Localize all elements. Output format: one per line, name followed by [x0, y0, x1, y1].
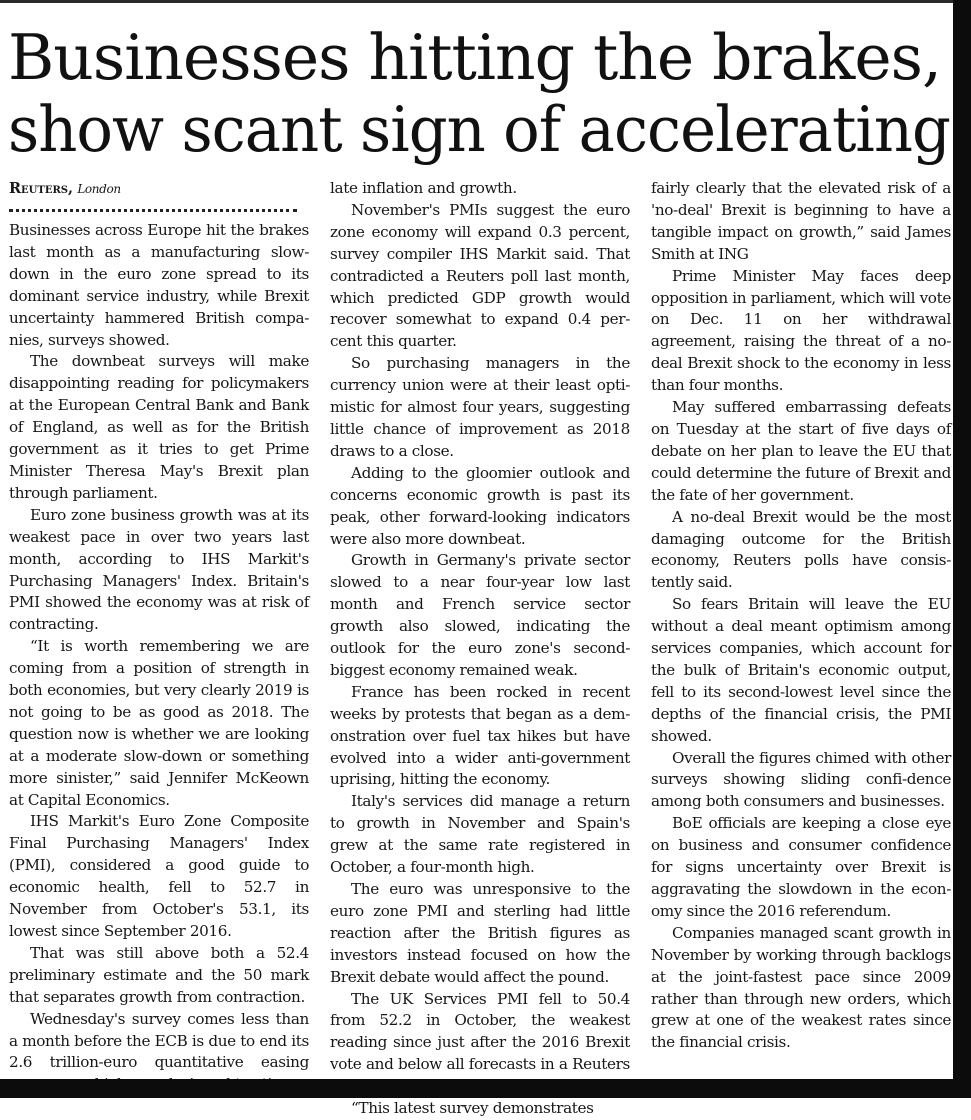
paragraph: Businesses across Europe hit the brakes last month as a manufacturing slow-down in the euro zone spread to its dominant service industry, while Brexit uncertainty hammered British compa-nies, surveys showed. [9, 221, 309, 349]
paragraph: May suffered embarrassing defeats on Tuesday at the start of five days of debate on her plan to leave the EU that could determine the future of Brexit and the fate of her government. [651, 398, 951, 504]
byline [9, 178, 309, 200]
paragraph: Euro zone business growth was at its weakest pace in over two years last month, according to IHS Markit's Purchasing Managers' Index. Britain's PMI showed the economy was at risk of contracting. [9, 505, 309, 634]
headline [8, 22, 953, 166]
paragraph: November's PMIs suggest the euro zone economy will expand 0.3 percent, survey compiler IHS Markit said. That contradicted a Reuters poll last month, which predicted GDP growth would recover somewhat to expand 0.4 per-cent this quarter. [330, 200, 630, 351]
paragraph: The UK Services PMI fell to 50.4 from 52.2 in October, the weakest reading since just after the 2016 Brexit vote and below all forecasts in a Reuters [330, 989, 630, 1074]
paragraph: Growth in Germany's private sector slowed to a near four-year low last month and French service sector growth also slowed, indicating the outlook for the euro zone's second-biggest economy remained weak. [330, 551, 630, 679]
headline-line-2: show scant sign of accelerating [8, 93, 950, 166]
article-column-2 [330, 178, 630, 1118]
paragraph: BoE officials are keeping a close eye on business and consumer confidence for signs uncertainty over Brexit is aggravating the slowdown in the econ-omy since the 2016 referendum. [651, 814, 951, 920]
paragraph: A no-deal Brexit would be the most damaging outcome for the British economy, Reuters polls have consis-tently said. [651, 507, 951, 592]
paragraph: Adding to the gloomier outlook and concerns economic growth is past its peak, other forward-looking indicators were also more downbeat. [330, 463, 630, 548]
article-column-3 [651, 178, 951, 1078]
paragraph: The downbeat surveys will make disappointing reading for policymakers at the European Central Bank and Bank of England, as well as for the British government as it tries to get Prime Minister Theresa May's Brexit plan through parliament. [9, 352, 309, 502]
headline-line-1: Businesses hitting the brakes, [8, 21, 941, 94]
paragraph: That was still above both a 52.4 preliminary estimate and the 50 mark that separates growth from contraction. [9, 943, 309, 1006]
byline-place: London [77, 182, 121, 196]
byline-dotted-divider [9, 209, 297, 212]
paragraph: Wednesday's survey comes less than a month before the ECB is due to end its 2.6 trillion-euro quantitative easing [9, 1009, 309, 1072]
paragraph: Companies managed scant growth in November by working through backlogs at the joint-fastest pace since 2009 rather than through new orders, which grew at one of the weakest rates since the financial crisis. [651, 923, 951, 1052]
top-rule [0, 0, 953, 3]
paragraph: So fears Britain will leave the EU without a deal meant optimism among services companies, which account for the bulk of Britain's economic output, fell to its second-lowest level since the depths of the financial crisis, the PMI showed. [651, 595, 951, 745]
paragraph: Overall the figures chimed with other surveys showing sliding confi-dence among both consumers and businesses. [651, 748, 951, 811]
paragraph: Prime Minister May faces deep opposition in parliament, which will vote on Dec. 11 on her withdrawal agreement, raising the threat of a no-deal Brexit shock to the economy in less than four months. [651, 266, 951, 395]
paragraph: “This latest survey demonstrates [351, 1099, 594, 1118]
paragraph: So purchasing managers in the currency union were at their least opti-mistic for almost four years, suggesting little chance of improvement as 2018 draws to a close. [330, 354, 630, 460]
paragraph: late inflation and growth. [330, 179, 517, 197]
paragraph: France has been rocked in recent weeks by protests that began as a dem-onstration over fuel tax hikes but have evolved into a wider anti-government uprising, hitting the economy. [330, 682, 630, 789]
article-column-1 [9, 178, 309, 1078]
paragraph: IHS Markit's Euro Zone Composite Final Purchasing Managers' Index (PMI), considered a good guide to economic health, fell to 52.7 in November from October's 53.1, its lowest since September 2016. [9, 812, 309, 940]
paragraph: fairly clearly that the elevated risk of a 'no-deal' Brexit is beginning to have a tangible impact on growth,” said James Smith at ING [651, 179, 951, 263]
byline-agency: Reuters, [9, 180, 74, 197]
paragraph: “It is worth remembering we are coming from a position of strength in both economies, but very clearly 2019 is not going to be as good as 2018. The question now is whether we are looking at a moderate slow-down or something more sinister,” said Jennifer McKeown at Capital Economics. [9, 637, 309, 809]
scan-bottom-edge [0, 1079, 971, 1098]
scan-right-edge [953, 0, 971, 1098]
paragraph: The euro was unresponsive to the euro zone PMI and sterling had little reaction after the British figures as investors instead focused on how the Brexit debate would affect the pound. [330, 880, 630, 986]
paragraph: Italy's services did manage a return to growth in November and Spain's grew at the same rate registered in October, a four-month high. [330, 792, 630, 877]
